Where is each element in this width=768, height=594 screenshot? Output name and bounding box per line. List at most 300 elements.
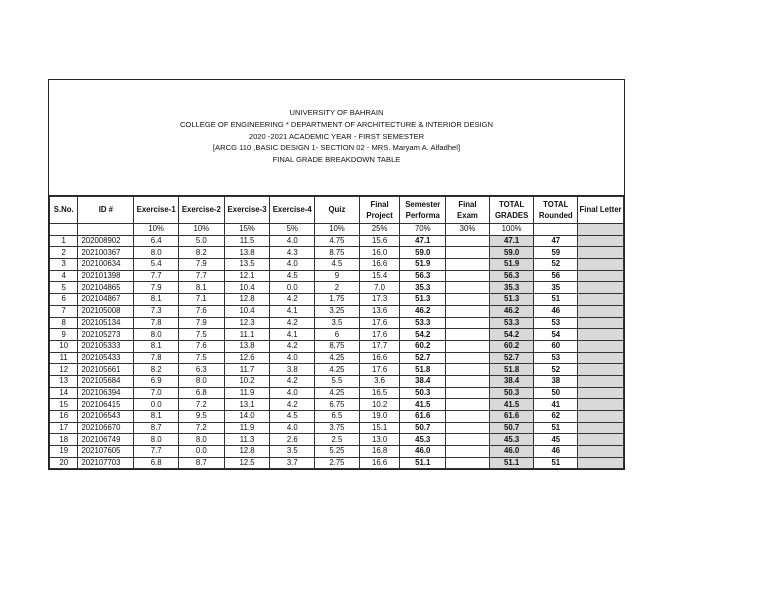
grade-cell: 6.3 bbox=[179, 364, 225, 376]
grade-cell: 47.1 bbox=[400, 235, 446, 247]
grade-cell bbox=[446, 317, 490, 329]
column-header: S.No. bbox=[50, 197, 78, 224]
grade-cell: 16.0 bbox=[359, 247, 400, 259]
grade-cell: 7.2 bbox=[179, 422, 225, 434]
header-row bbox=[50, 197, 624, 224]
grade-cell: 8.75 bbox=[315, 340, 360, 352]
grade-cell: 4.0 bbox=[270, 422, 315, 434]
grade-cell: 15.1 bbox=[359, 422, 400, 434]
table-row bbox=[50, 259, 624, 271]
grade-cell: 56 bbox=[534, 270, 578, 282]
grade-cell bbox=[578, 457, 624, 469]
grade-cell: 19.0 bbox=[359, 411, 400, 423]
grade-cell: 50.7 bbox=[489, 422, 534, 434]
grade-cell: 12.8 bbox=[224, 446, 270, 458]
grade-cell: 6.8 bbox=[179, 387, 225, 399]
grade-cell bbox=[578, 259, 624, 271]
grade-cell: 7.2 bbox=[179, 399, 225, 411]
grade-cell: 202008902 bbox=[78, 235, 134, 247]
table-row bbox=[50, 352, 624, 364]
grade-cell bbox=[446, 305, 490, 317]
grade-cell: 4.0 bbox=[270, 387, 315, 399]
table-row bbox=[50, 317, 624, 329]
table-row bbox=[50, 411, 624, 423]
grade-cell: 9 bbox=[315, 270, 360, 282]
grade-cell bbox=[578, 375, 624, 387]
column-header: Final Project bbox=[359, 197, 400, 224]
grade-cell: 8.1 bbox=[134, 294, 179, 306]
grade-cell: 17.3 bbox=[359, 294, 400, 306]
grade-cell: 202105273 bbox=[78, 329, 134, 341]
grade-cell bbox=[446, 329, 490, 341]
grade-cell bbox=[578, 247, 624, 259]
grade-cell: 50.7 bbox=[400, 422, 446, 434]
grade-cell bbox=[578, 282, 624, 294]
grade-cell bbox=[578, 352, 624, 364]
grade-cell: 8.1 bbox=[134, 411, 179, 423]
grade-cell bbox=[446, 270, 490, 282]
grade-cell: 4.2 bbox=[270, 317, 315, 329]
grade-cell: 51.1 bbox=[489, 457, 534, 469]
grade-cell: 17.6 bbox=[359, 364, 400, 376]
grade-cell: 38 bbox=[534, 375, 578, 387]
grade-cell: 13.6 bbox=[359, 305, 400, 317]
grade-cell: 6.75 bbox=[315, 399, 360, 411]
grade-cell: 7.3 bbox=[134, 305, 179, 317]
grade-cell: 52.7 bbox=[400, 352, 446, 364]
grade-cell: 41.5 bbox=[400, 399, 446, 411]
grade-cell: 7.0 bbox=[359, 282, 400, 294]
grade-cell: 59 bbox=[534, 247, 578, 259]
grade-cell: 51.8 bbox=[400, 364, 446, 376]
grade-cell: 8.0 bbox=[134, 434, 179, 446]
grade-sheet bbox=[48, 79, 625, 470]
grade-cell: 8.1 bbox=[134, 340, 179, 352]
academic-year: 2020 -2021 ACADEMIC YEAR - FIRST SEMESTER bbox=[248, 131, 425, 141]
grade-cell: 35 bbox=[534, 282, 578, 294]
grade-cell: 4.25 bbox=[315, 387, 360, 399]
grade-cell: 4.25 bbox=[315, 352, 360, 364]
grade-cell: 8.0 bbox=[134, 247, 179, 259]
grade-cell: 2.6 bbox=[270, 434, 315, 446]
table-row bbox=[50, 270, 624, 282]
grade-cell: 52 bbox=[534, 259, 578, 271]
grade-cell: 61.6 bbox=[489, 411, 534, 423]
grade-cell: 4.0 bbox=[270, 352, 315, 364]
grade-cell: 16.6 bbox=[359, 352, 400, 364]
grade-cell: 10.4 bbox=[224, 282, 270, 294]
weights-row bbox=[50, 224, 624, 236]
grade-cell: 15.6 bbox=[359, 235, 400, 247]
grade-cell: 10.2 bbox=[224, 375, 270, 387]
grade-cell bbox=[578, 305, 624, 317]
grade-cell: 5 bbox=[50, 282, 78, 294]
grade-cell bbox=[578, 422, 624, 434]
grade-cell: 4.5 bbox=[315, 259, 360, 271]
column-header: Exercise-2 bbox=[179, 197, 225, 224]
grade-cell: 53 bbox=[534, 317, 578, 329]
grade-cell: 7.7 bbox=[134, 446, 179, 458]
grade-cell: 4.0 bbox=[270, 259, 315, 271]
grade-cell: 51.9 bbox=[489, 259, 534, 271]
grade-cell: 4.2 bbox=[270, 399, 315, 411]
grade-cell: 51 bbox=[534, 457, 578, 469]
grade-cell: 6 bbox=[50, 294, 78, 306]
weight-cell: 25% bbox=[359, 224, 400, 236]
column-header: TOTAL GRADES bbox=[489, 197, 534, 224]
grade-cell: 7.8 bbox=[134, 352, 179, 364]
grade-cell: 56.3 bbox=[400, 270, 446, 282]
grade-cell: 47 bbox=[534, 235, 578, 247]
grade-cell: 8.1 bbox=[179, 282, 225, 294]
grade-cell: 8.75 bbox=[315, 247, 360, 259]
grade-cell: 5.5 bbox=[315, 375, 360, 387]
weight-cell: 10% bbox=[134, 224, 179, 236]
table-row bbox=[50, 434, 624, 446]
grade-cell: 46.2 bbox=[489, 305, 534, 317]
grade-cell: 51 bbox=[534, 294, 578, 306]
grade-cell: 7.9 bbox=[134, 282, 179, 294]
grade-cell: 41 bbox=[534, 399, 578, 411]
grade-cell: 17 bbox=[50, 422, 78, 434]
grade-cell: 11.9 bbox=[224, 422, 270, 434]
grade-cell: 59.0 bbox=[489, 247, 534, 259]
grade-cell: 11.3 bbox=[224, 434, 270, 446]
grade-cell: 7.5 bbox=[179, 352, 225, 364]
grade-cell: 14.0 bbox=[224, 411, 270, 423]
grade-cell: 202106394 bbox=[78, 387, 134, 399]
grade-cell: 4.1 bbox=[270, 329, 315, 341]
grade-cell: 13.8 bbox=[224, 247, 270, 259]
grade-cell: 6 bbox=[315, 329, 360, 341]
grade-cell: 5.4 bbox=[134, 259, 179, 271]
grade-cell: 38.4 bbox=[489, 375, 534, 387]
column-header: Exercise-3 bbox=[224, 197, 270, 224]
grade-cell: 7.5 bbox=[179, 329, 225, 341]
grade-cell bbox=[446, 422, 490, 434]
grade-cell: 202107605 bbox=[78, 446, 134, 458]
table-row bbox=[50, 422, 624, 434]
college-title: COLLEGE OF ENGINEERING * DEPARTMENT OF ARCHITECTURE & INTERIOR DESIGN bbox=[179, 119, 494, 129]
grade-cell: 8.7 bbox=[179, 457, 225, 469]
grade-cell: 11.1 bbox=[224, 329, 270, 341]
grade-cell: 60.2 bbox=[489, 340, 534, 352]
column-header: ID # bbox=[78, 197, 134, 224]
grade-cell: 8.0 bbox=[134, 329, 179, 341]
grade-cell: 5.25 bbox=[315, 446, 360, 458]
grade-cell bbox=[446, 294, 490, 306]
column-header: TOTAL Rounded bbox=[534, 197, 578, 224]
column-header: Final Exam bbox=[446, 197, 490, 224]
grade-cell bbox=[578, 387, 624, 399]
grade-cell bbox=[578, 235, 624, 247]
grade-cell: 2 bbox=[50, 247, 78, 259]
grade-cell: 4.5 bbox=[270, 411, 315, 423]
table-row bbox=[50, 364, 624, 376]
weight-cell: 30% bbox=[446, 224, 490, 236]
grade-cell: 12.3 bbox=[224, 317, 270, 329]
grade-cell: 38.4 bbox=[400, 375, 446, 387]
column-header: Quiz bbox=[315, 197, 360, 224]
grade-cell: 0.0 bbox=[134, 399, 179, 411]
grade-cell: 4 bbox=[50, 270, 78, 282]
grade-cell: 7.7 bbox=[179, 270, 225, 282]
grade-cell: 13.0 bbox=[359, 434, 400, 446]
grade-cell: 15.4 bbox=[359, 270, 400, 282]
grade-cell bbox=[578, 434, 624, 446]
grade-cell: 7.1 bbox=[179, 294, 225, 306]
grade-cell: 35.3 bbox=[400, 282, 446, 294]
grade-cell: 7 bbox=[50, 305, 78, 317]
grade-table bbox=[49, 196, 624, 469]
grade-cell: 202105661 bbox=[78, 364, 134, 376]
table-row bbox=[50, 329, 624, 341]
grade-cell: 35.3 bbox=[489, 282, 534, 294]
grade-cell bbox=[578, 270, 624, 282]
grade-cell: 7.8 bbox=[134, 317, 179, 329]
column-header: Exercise-4 bbox=[270, 197, 315, 224]
grade-cell bbox=[446, 399, 490, 411]
grade-cell bbox=[578, 364, 624, 376]
grade-cell: 62 bbox=[534, 411, 578, 423]
grade-cell: 202106543 bbox=[78, 411, 134, 423]
grade-cell bbox=[446, 434, 490, 446]
grade-cell: 4.0 bbox=[270, 235, 315, 247]
grade-cell: 13.1 bbox=[224, 399, 270, 411]
grade-cell: 3.75 bbox=[315, 422, 360, 434]
grade-cell: 202104867 bbox=[78, 294, 134, 306]
grade-cell bbox=[446, 352, 490, 364]
grade-cell: 52.7 bbox=[489, 352, 534, 364]
grade-cell: 3.6 bbox=[359, 375, 400, 387]
grade-cell bbox=[578, 340, 624, 352]
grade-rows bbox=[50, 235, 624, 469]
grade-cell: 13.8 bbox=[224, 340, 270, 352]
grade-cell: 47.1 bbox=[489, 235, 534, 247]
grade-cell bbox=[446, 411, 490, 423]
sheet-header bbox=[49, 80, 624, 196]
table-row bbox=[50, 375, 624, 387]
grade-cell: 17.6 bbox=[359, 317, 400, 329]
weight-cell bbox=[50, 224, 78, 236]
grade-cell bbox=[446, 446, 490, 458]
grade-cell: 0.0 bbox=[179, 446, 225, 458]
university-title: UNIVERSITY OF BAHRAIN bbox=[289, 108, 384, 117]
grade-cell: 6.8 bbox=[134, 457, 179, 469]
grade-cell: 45.3 bbox=[489, 434, 534, 446]
grade-cell: 4.5 bbox=[270, 270, 315, 282]
grade-cell: 4.25 bbox=[315, 364, 360, 376]
grade-cell: 3.5 bbox=[270, 446, 315, 458]
grade-cell: 53.3 bbox=[400, 317, 446, 329]
grade-cell: 13 bbox=[50, 375, 78, 387]
grade-cell: 1 bbox=[50, 235, 78, 247]
grade-cell: 6.5 bbox=[315, 411, 360, 423]
table-row bbox=[50, 282, 624, 294]
grade-cell: 8.7 bbox=[134, 422, 179, 434]
weight-cell: 10% bbox=[179, 224, 225, 236]
grade-cell: 10.2 bbox=[359, 399, 400, 411]
grade-cell: 12.1 bbox=[224, 270, 270, 282]
grade-cell: 56.3 bbox=[489, 270, 534, 282]
grade-cell: 202100367 bbox=[78, 247, 134, 259]
grade-cell: 4.1 bbox=[270, 305, 315, 317]
grade-cell: 11.9 bbox=[224, 387, 270, 399]
grade-cell: 8.2 bbox=[134, 364, 179, 376]
grade-cell bbox=[446, 259, 490, 271]
weight-cell: 70% bbox=[400, 224, 446, 236]
grade-cell: 11.7 bbox=[224, 364, 270, 376]
grade-cell: 18 bbox=[50, 434, 78, 446]
grade-cell: 4.2 bbox=[270, 294, 315, 306]
grade-cell: 4.2 bbox=[270, 340, 315, 352]
grade-cell: 53.3 bbox=[489, 317, 534, 329]
grade-cell: 8.2 bbox=[179, 247, 225, 259]
grade-cell: 16.5 bbox=[359, 387, 400, 399]
grade-cell: 7.6 bbox=[179, 340, 225, 352]
table-row bbox=[50, 387, 624, 399]
grade-cell bbox=[446, 282, 490, 294]
grade-cell: 202104865 bbox=[78, 282, 134, 294]
grade-cell: 6.9 bbox=[134, 375, 179, 387]
grade-cell: 202105134 bbox=[78, 317, 134, 329]
grade-cell: 45.3 bbox=[400, 434, 446, 446]
grade-cell: 16.6 bbox=[359, 259, 400, 271]
grade-cell: 12.8 bbox=[224, 294, 270, 306]
grade-cell: 14 bbox=[50, 387, 78, 399]
grade-cell: 12 bbox=[50, 364, 78, 376]
grade-cell: 4.75 bbox=[315, 235, 360, 247]
grade-cell: 5.0 bbox=[179, 235, 225, 247]
grade-cell bbox=[446, 364, 490, 376]
grade-cell: 2.5 bbox=[315, 434, 360, 446]
grade-cell bbox=[578, 446, 624, 458]
grade-cell: 2.75 bbox=[315, 457, 360, 469]
weight-cell: 5% bbox=[270, 224, 315, 236]
grade-cell bbox=[446, 457, 490, 469]
grade-cell: 54.2 bbox=[489, 329, 534, 341]
grade-cell: 46 bbox=[534, 446, 578, 458]
table-row bbox=[50, 399, 624, 411]
grade-cell: 7.9 bbox=[179, 317, 225, 329]
grade-cell: 202105008 bbox=[78, 305, 134, 317]
grade-cell: 46.0 bbox=[400, 446, 446, 458]
grade-cell: 202105684 bbox=[78, 375, 134, 387]
grade-cell: 12.5 bbox=[224, 457, 270, 469]
weight-cell: 15% bbox=[224, 224, 270, 236]
grade-cell: 0.0 bbox=[270, 282, 315, 294]
grade-cell bbox=[578, 411, 624, 423]
grade-cell: 202100634 bbox=[78, 259, 134, 271]
grade-cell: 11.5 bbox=[224, 235, 270, 247]
grade-cell: 19 bbox=[50, 446, 78, 458]
grade-cell: 50 bbox=[534, 387, 578, 399]
grade-cell: 52 bbox=[534, 364, 578, 376]
grade-cell: 13.5 bbox=[224, 259, 270, 271]
grade-cell: 51 bbox=[534, 422, 578, 434]
grade-cell: 202101398 bbox=[78, 270, 134, 282]
grade-cell: 12.6 bbox=[224, 352, 270, 364]
grade-cell: 46 bbox=[534, 305, 578, 317]
grade-cell bbox=[578, 329, 624, 341]
table-row bbox=[50, 446, 624, 458]
grade-cell bbox=[578, 317, 624, 329]
grade-cell: 53 bbox=[534, 352, 578, 364]
grade-cell bbox=[578, 294, 624, 306]
grade-cell: 45 bbox=[534, 434, 578, 446]
grade-cell: 202107703 bbox=[78, 457, 134, 469]
grade-cell: 17.7 bbox=[359, 340, 400, 352]
grade-cell bbox=[446, 247, 490, 259]
grade-cell: 54 bbox=[534, 329, 578, 341]
grade-cell: 10 bbox=[50, 340, 78, 352]
grade-cell: 17.6 bbox=[359, 329, 400, 341]
grade-cell: 202106415 bbox=[78, 399, 134, 411]
grade-cell: 61.6 bbox=[400, 411, 446, 423]
course-info: [ARCG 110 ,BASIC DESIGN 1- SECTION 02 - MRS. Maryam A. Alfadhel] bbox=[212, 143, 461, 153]
grade-cell: 202106670 bbox=[78, 422, 134, 434]
grade-cell: 3.7 bbox=[270, 457, 315, 469]
grade-cell: 51.9 bbox=[400, 259, 446, 271]
column-header: Exercise-1 bbox=[134, 197, 179, 224]
grade-cell: 2 bbox=[315, 282, 360, 294]
grade-cell: 1.75 bbox=[315, 294, 360, 306]
grade-cell: 7.7 bbox=[134, 270, 179, 282]
grade-cell: 20 bbox=[50, 457, 78, 469]
grade-cell: 7.0 bbox=[134, 387, 179, 399]
grade-cell: 202105433 bbox=[78, 352, 134, 364]
weight-cell bbox=[534, 224, 578, 236]
grade-cell: 3.5 bbox=[315, 317, 360, 329]
grade-cell: 8.0 bbox=[179, 375, 225, 387]
grade-cell: 7.9 bbox=[179, 259, 225, 271]
grade-cell: 8.0 bbox=[179, 434, 225, 446]
grade-cell: 60 bbox=[534, 340, 578, 352]
table-row bbox=[50, 247, 624, 259]
grade-cell: 202106749 bbox=[78, 434, 134, 446]
column-header: Semester Performa bbox=[400, 197, 446, 224]
grade-cell bbox=[578, 399, 624, 411]
grade-cell: 51.1 bbox=[400, 457, 446, 469]
grade-cell: 9 bbox=[50, 329, 78, 341]
grade-cell: 46.2 bbox=[400, 305, 446, 317]
grade-cell: 202105333 bbox=[78, 340, 134, 352]
grade-cell: 59.0 bbox=[400, 247, 446, 259]
grade-cell: 3 bbox=[50, 259, 78, 271]
weight-cell: 100% bbox=[489, 224, 534, 236]
grade-cell: 11 bbox=[50, 352, 78, 364]
table-row bbox=[50, 294, 624, 306]
grade-cell: 9.5 bbox=[179, 411, 225, 423]
grade-cell bbox=[446, 387, 490, 399]
grade-cell: 54.2 bbox=[400, 329, 446, 341]
grade-cell: 10.4 bbox=[224, 305, 270, 317]
column-header: Final Letter bbox=[578, 197, 624, 224]
grade-cell: 16 bbox=[50, 411, 78, 423]
grade-cell: 7.6 bbox=[179, 305, 225, 317]
grade-cell: 15 bbox=[50, 399, 78, 411]
grade-cell: 3.25 bbox=[315, 305, 360, 317]
grade-cell: 16.8 bbox=[359, 446, 400, 458]
weight-cell: 10% bbox=[315, 224, 360, 236]
grade-cell: 51.3 bbox=[489, 294, 534, 306]
grade-cell: 51.3 bbox=[400, 294, 446, 306]
grade-cell: 60.2 bbox=[400, 340, 446, 352]
table-row bbox=[50, 340, 624, 352]
table-row bbox=[50, 235, 624, 247]
grade-cell: 4.3 bbox=[270, 247, 315, 259]
grade-cell: 50.3 bbox=[489, 387, 534, 399]
